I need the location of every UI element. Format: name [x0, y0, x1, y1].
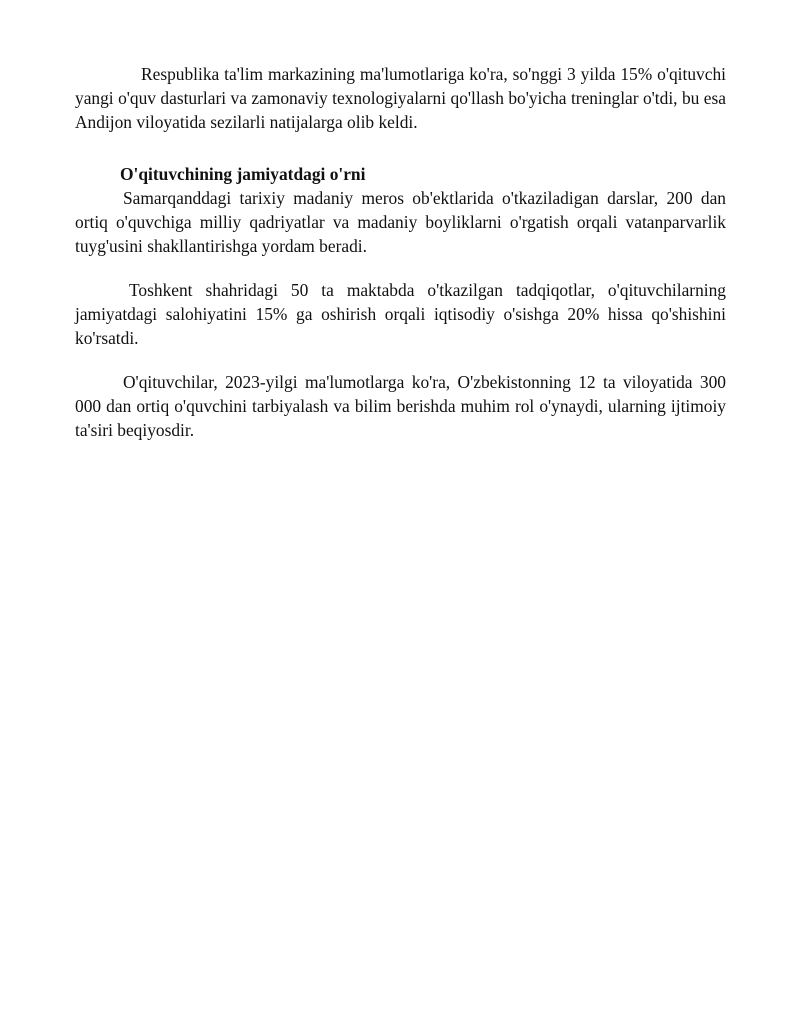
section-heading: O'qituvchining jamiyatdagi o'rni	[120, 164, 366, 184]
paragraph-teachers-role: O'qituvchilar, 2023-yilgi ma'lumotlarga ko'ra, O'zbekistonning 12 ta viloyatida 300 000 dan ortiq o'quvchini tarbiyalash va bilim berishda muhim rol o'ynaydi, ularning ijtimoiy ta'siri beqiyosdir.	[75, 372, 726, 440]
paragraph-tashkent-research: Toshkent shahridagi 50 ta maktabda o'tkazilgan tadqiqotlar, o'qituvchilarning jamiyatdagi salohiyatini 15% ga oshirish orqali iqtisodiy o'sishga 20% hissa qo'shishini ko'rsatdi.	[75, 280, 726, 348]
paragraph-training-results: Respublika ta'lim markazining ma'lumotlariga ko'ra, so'nggi 3 yilda 15% o'qituvchi yangi o'quv dasturlari va zamonaviy texnologiyalarni qo'llash bo'yicha treninglar o'tdi, bu esa Andijon viloyatida sezilarli natijalarga olib keldi.	[75, 64, 726, 132]
paragraph-samarkand-lessons: Samarqanddagi tarixiy madaniy meros ob'ektlarida o'tkaziladigan darslar, 200 dan ortiq o'quvchiga milliy qadriyatlar va madaniy boyliklarni o'rgatish orqali vatanparvarlik tuyg'usini shakllantirishga yordam beradi.	[75, 188, 726, 256]
document-body	[75, 62, 726, 442]
